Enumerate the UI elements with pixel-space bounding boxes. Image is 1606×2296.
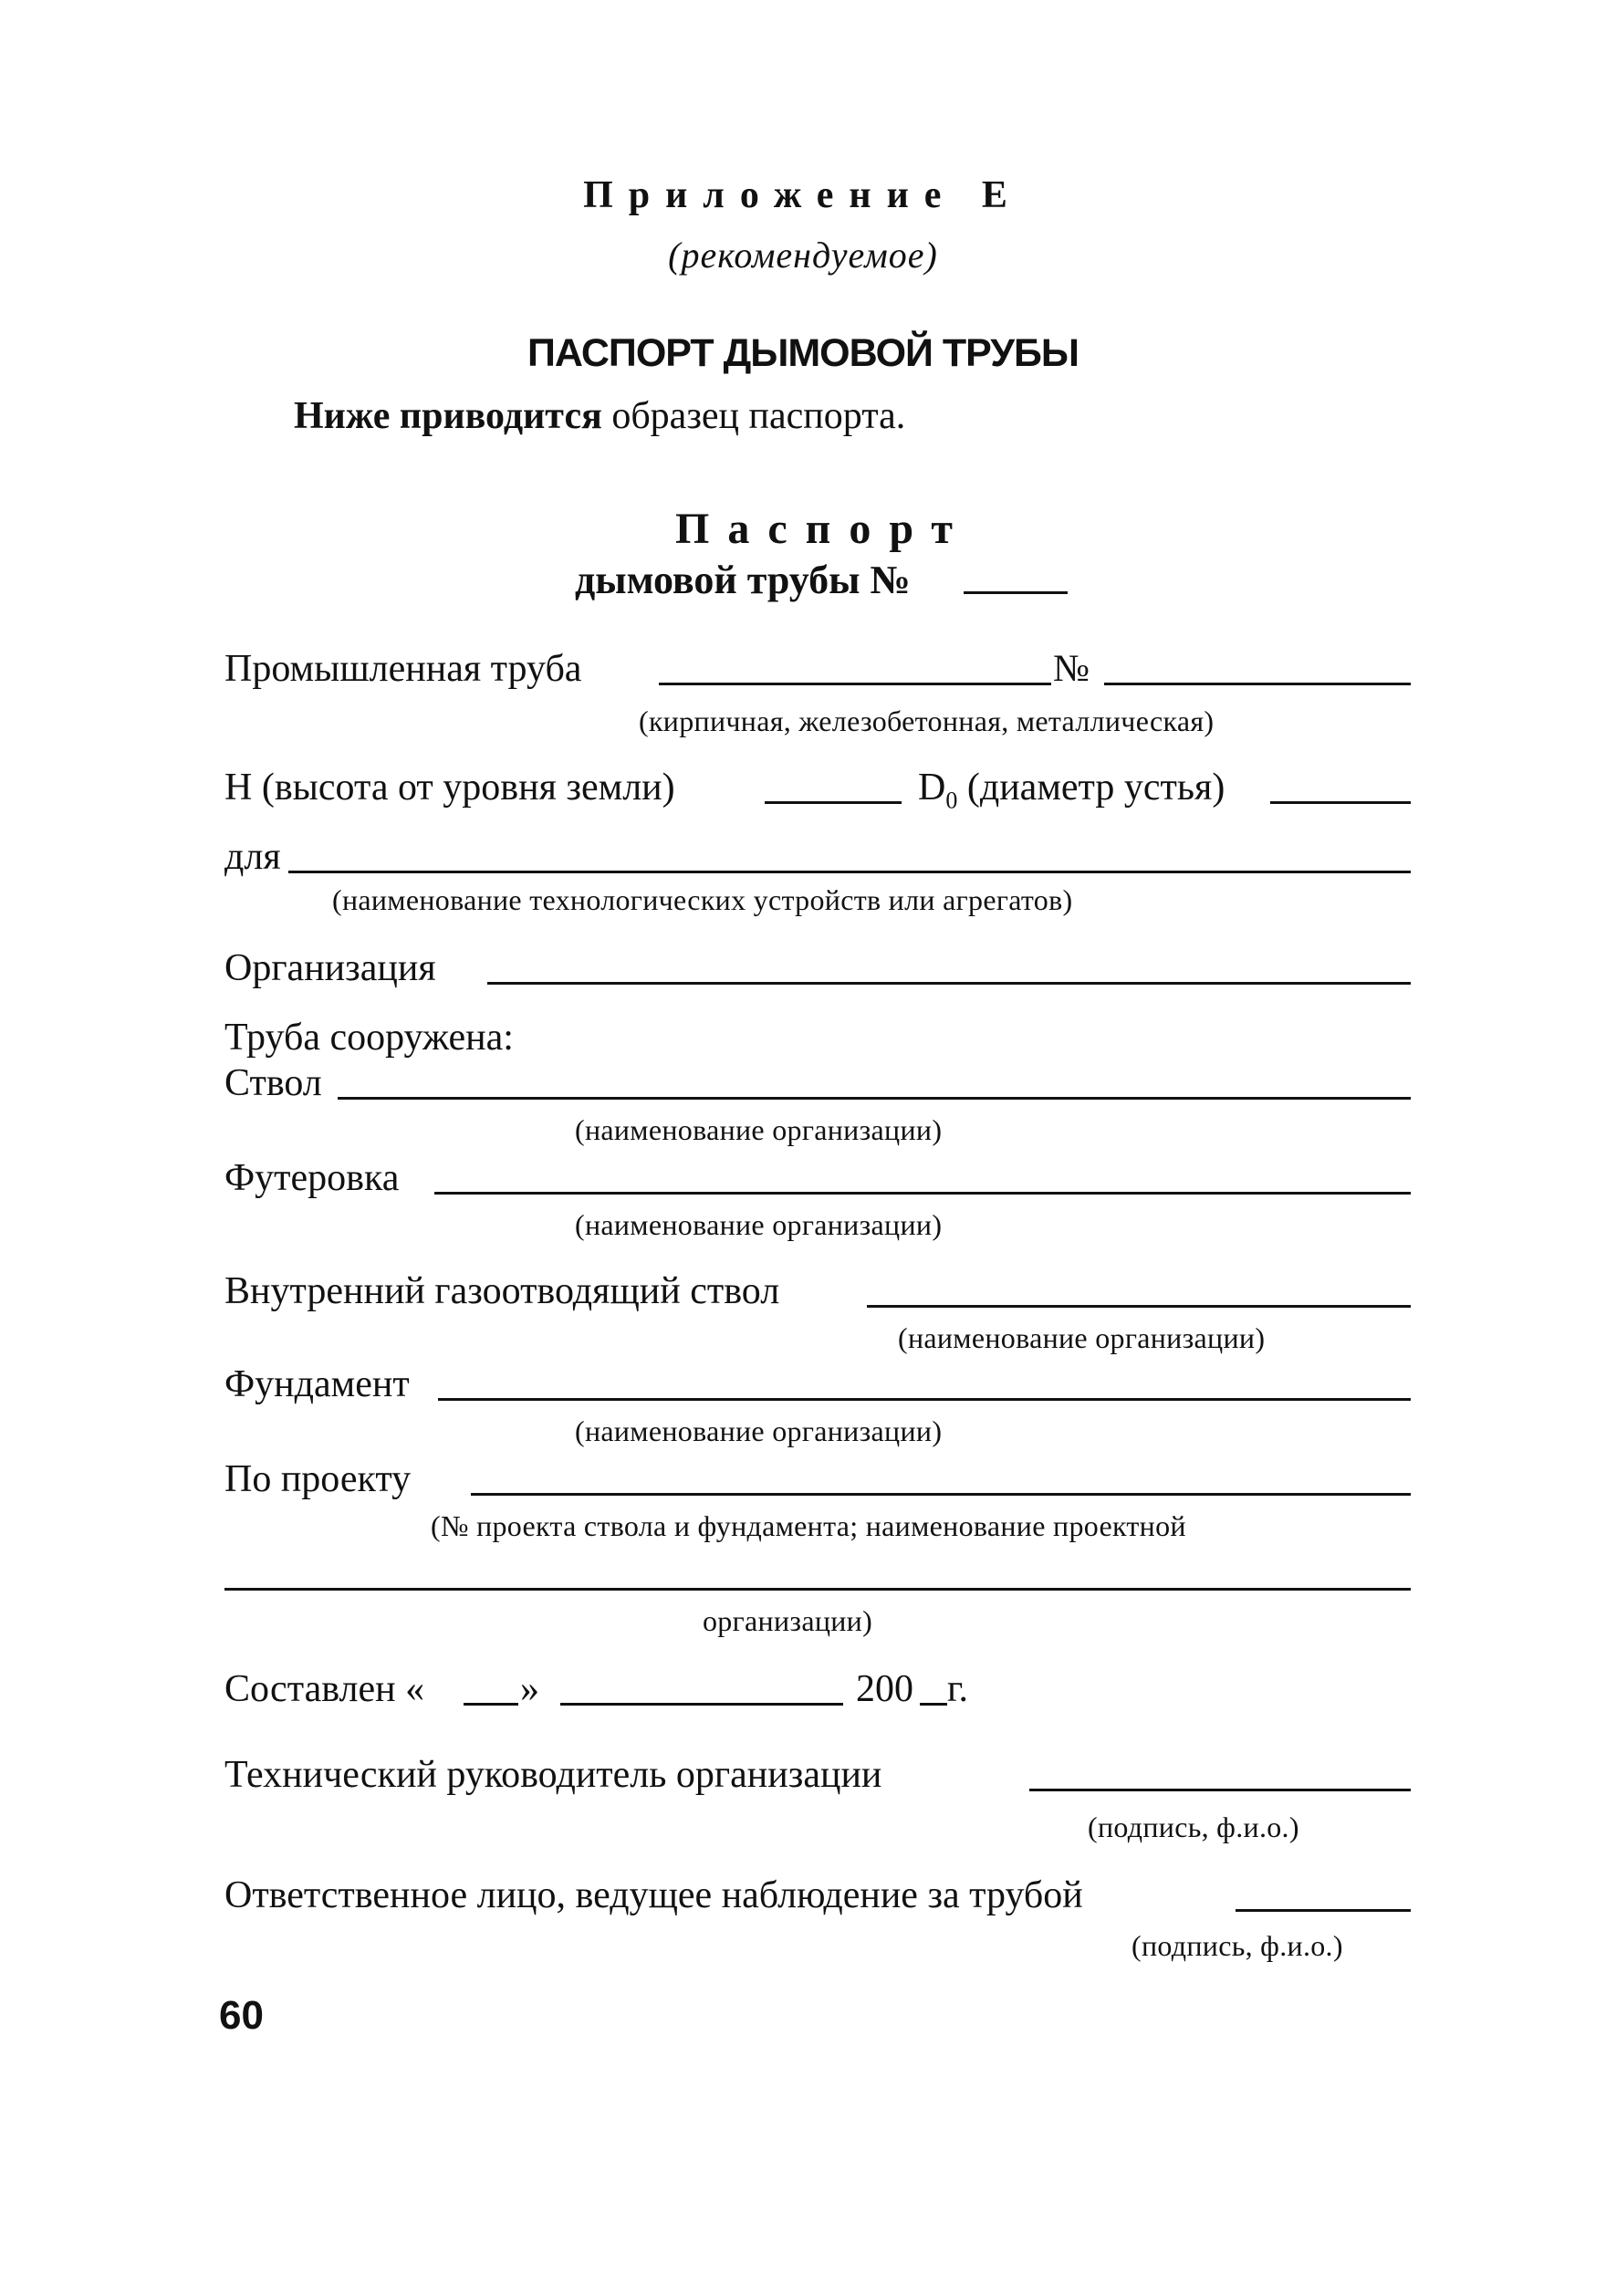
compiled-month-line[interactable] <box>560 1703 843 1706</box>
appendix-label: Приложение Е <box>583 174 1023 216</box>
project-note-2: организации) <box>703 1604 873 1637</box>
foundation-note: (наименование организации) <box>575 1414 943 1447</box>
shaft-label: Ствол <box>224 1062 322 1104</box>
org-label: Организация <box>224 947 436 989</box>
inner-shaft-line[interactable] <box>867 1305 1411 1308</box>
intro-bold: Ниже приводится <box>294 395 602 437</box>
project-line[interactable] <box>471 1493 1411 1496</box>
inner-shaft-note: (наименование организации) <box>898 1321 1266 1354</box>
diameter-subscript: 0 <box>945 787 958 814</box>
responsible-label: Ответственное лицо, ведущее наблюдение за трубой <box>224 1874 1083 1916</box>
compiled-year-suffix: г. <box>947 1668 968 1710</box>
compiled-label: Составлен « <box>224 1668 425 1710</box>
passport-number-line[interactable] <box>964 591 1068 594</box>
org-line[interactable] <box>487 982 1411 985</box>
shaft-note: (наименование организации) <box>575 1113 943 1146</box>
compiled-quote-close: » <box>520 1668 539 1710</box>
lining-note: (наименование организации) <box>575 1208 943 1241</box>
passport-heading: Паспорт <box>675 505 971 553</box>
intro-rest: образец паспорта. <box>601 395 906 437</box>
lining-label: Футеровка <box>224 1157 400 1199</box>
compiled-year: 200 <box>856 1668 913 1710</box>
project-note-1: (№ проекта ствола и фундамента; наименование проектной <box>431 1509 1186 1542</box>
intro-text <box>294 394 905 438</box>
responsible-line[interactable] <box>1236 1909 1411 1912</box>
responsible-note: (подпись, ф.и.о.) <box>1132 1929 1343 1962</box>
tech-head-note: (подпись, ф.и.о.) <box>1088 1811 1299 1843</box>
diameter-symbol: D <box>918 767 946 809</box>
pipe-label: Промышленная труба <box>224 648 582 690</box>
passport-subheading: дымовой трубы № <box>575 558 911 602</box>
project-line-2[interactable] <box>224 1588 1411 1591</box>
project-label: По проекту <box>224 1458 412 1500</box>
page-number: 60 <box>219 1993 264 2038</box>
height-label: Н (высота от уровня земли) <box>224 767 675 809</box>
compiled-day-line[interactable] <box>464 1703 518 1706</box>
shaft-line[interactable] <box>338 1097 1411 1100</box>
pipe-number-line[interactable] <box>1104 683 1411 685</box>
tech-head-label: Технический руководитель организации <box>224 1754 882 1796</box>
diameter-text: (диаметр устья) <box>957 767 1225 809</box>
for-note: (наименование технологических устройств или агрегатов) <box>332 883 1073 916</box>
built-label: Труба сооружена: <box>224 1017 514 1059</box>
lining-line[interactable] <box>434 1192 1411 1195</box>
pipe-type-line[interactable] <box>659 683 1051 685</box>
inner-shaft-label: Внутренний газоотводящий ствол <box>224 1270 780 1312</box>
pipe-type-note: (кирпичная, железобетонная, металлическая) <box>639 704 1215 737</box>
tech-head-line[interactable] <box>1029 1789 1411 1791</box>
for-label: для <box>224 836 281 878</box>
diameter-line[interactable] <box>1270 801 1411 804</box>
compiled-year-line[interactable] <box>920 1703 947 1706</box>
for-line[interactable] <box>288 871 1411 873</box>
foundation-line[interactable] <box>438 1398 1411 1401</box>
height-line[interactable] <box>765 801 902 804</box>
document-title: ПАСПОРТ ДЫМОВОЙ ТРУБЫ <box>527 331 1079 375</box>
diameter-label <box>918 768 1225 812</box>
appendix-status: (рекомендуемое) <box>668 235 938 276</box>
foundation-label: Фундамент <box>224 1363 410 1405</box>
pipe-number-sign: № <box>1053 648 1090 690</box>
